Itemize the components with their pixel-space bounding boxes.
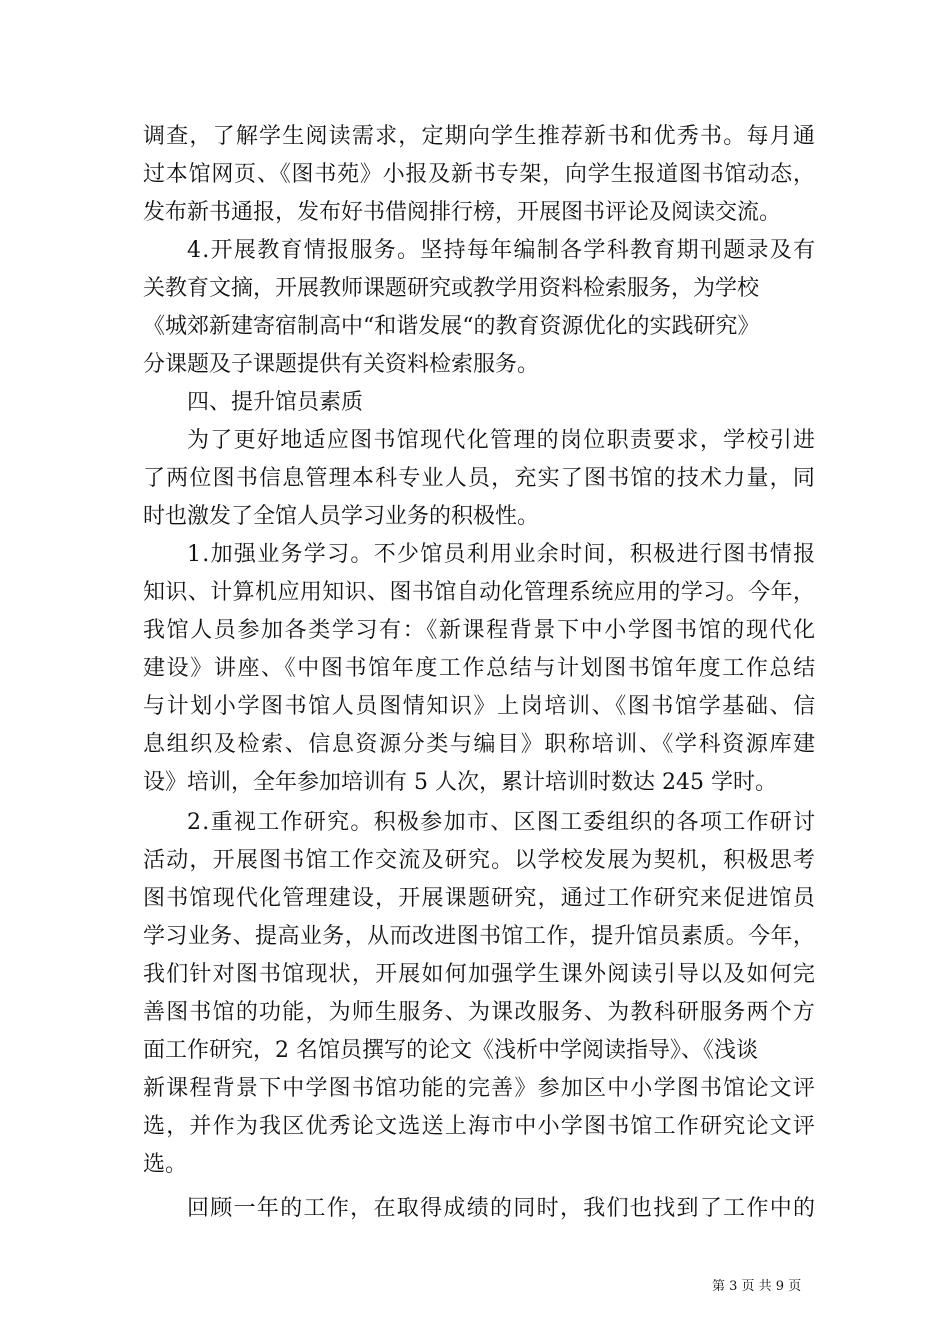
text-line: 我们针对图书馆现状，开展如何加强学生课外阅读引导以及如何完 bbox=[143, 962, 817, 987]
text-line: 面工作研究，2 名馆员撰写的论文《浅析中学阅读指导》、《浅谈 bbox=[143, 1038, 758, 1063]
text-line: 建设》讲座、《中图书馆年度工作总结与计划图书馆年度工作总结 bbox=[143, 656, 817, 681]
text-line: 分课题及子课题提供有关资料检索服务。 bbox=[143, 352, 540, 377]
text-line: 活动，开展图书馆工作交流及研究。以学校发展为契机，积极思考 bbox=[143, 848, 817, 873]
text-line: 选，并作为我区优秀论文选送上海市中小学图书馆工作研究论文评 bbox=[143, 1114, 817, 1139]
text-line: 《城郊新建寄宿制高中“和谐发展“的教育资源优化的实践研究》 bbox=[143, 314, 760, 339]
text-line: 发布新书通报，发布好书借阅排行榜，开展图书评论及阅读交流。 bbox=[143, 200, 782, 225]
text-line: 回顾一年的工作，在取得成绩的同时，我们也找到了工作中的 bbox=[187, 1196, 817, 1221]
text-line: 4.开展教育情报服务。坚持每年编制各学科教育期刊题录及有 bbox=[187, 238, 817, 263]
text-line: 为了更好地适应图书馆现代化管理的岗位职责要求，学校引进 bbox=[187, 428, 817, 453]
text-line: 我馆人员参加各类学习有：《新课程背景下中小学图书馆的现代化 bbox=[143, 618, 817, 643]
text-line: 设》培训，全年参加培训有 5 人次，累计培训时数达 245 学时。 bbox=[143, 770, 777, 795]
text-line: 2.重视工作研究。积极参加市、区图工委组织的各项工作研讨 bbox=[187, 810, 817, 835]
text-line: 学习业务、提高业务，从而改进图书馆工作，提升馆员素质。今年， bbox=[143, 924, 816, 949]
text-line: 与计划小学图书馆人员图情知识》上岗培训、《图书馆学基础、信 bbox=[143, 694, 817, 719]
text-line: 息组织及检索、信息资源分类与编目》职称培训、《学科资源库建 bbox=[143, 732, 817, 757]
page-number: 第 3 页 共 9 页 bbox=[712, 1279, 802, 1294]
text-line: 1.加强业务学习。不少馆员利用业余时间，积极进行图书情报 bbox=[187, 542, 817, 567]
text-line: 知识、计算机应用知识、图书馆自动化管理系统应用的学习。今年， bbox=[143, 580, 816, 605]
text-line: 四、提升馆员素质 bbox=[187, 390, 364, 415]
text-line: 关教育文摘，开展教师课题研究或教学用资料检索服务，为学校 bbox=[143, 276, 760, 301]
text-line: 新课程背景下中学图书馆功能的完善》参加区中小学图书馆论文评 bbox=[143, 1076, 817, 1101]
text-line: 图书馆现代化管理建设，开展课题研究，通过工作研究来促进馆员 bbox=[143, 886, 817, 911]
text-line: 时也激发了全馆人员学习业务的积极性。 bbox=[143, 504, 540, 529]
text-line: 了两位图书信息管理本科专业人员，充实了图书馆的技术力量，同 bbox=[143, 466, 817, 491]
text-line: 调查，了解学生阅读需求，定期向学生推荐新书和优秀书。每月通 bbox=[143, 124, 817, 149]
text-line: 过本馆网页、《图书苑》小报及新书专架，向学生报道图书馆动态， bbox=[143, 162, 816, 187]
text-line: 善图书馆的功能，为师生服务、为课改服务、为教科研服务两个方 bbox=[143, 1000, 817, 1025]
text-line: 选。 bbox=[143, 1152, 188, 1177]
